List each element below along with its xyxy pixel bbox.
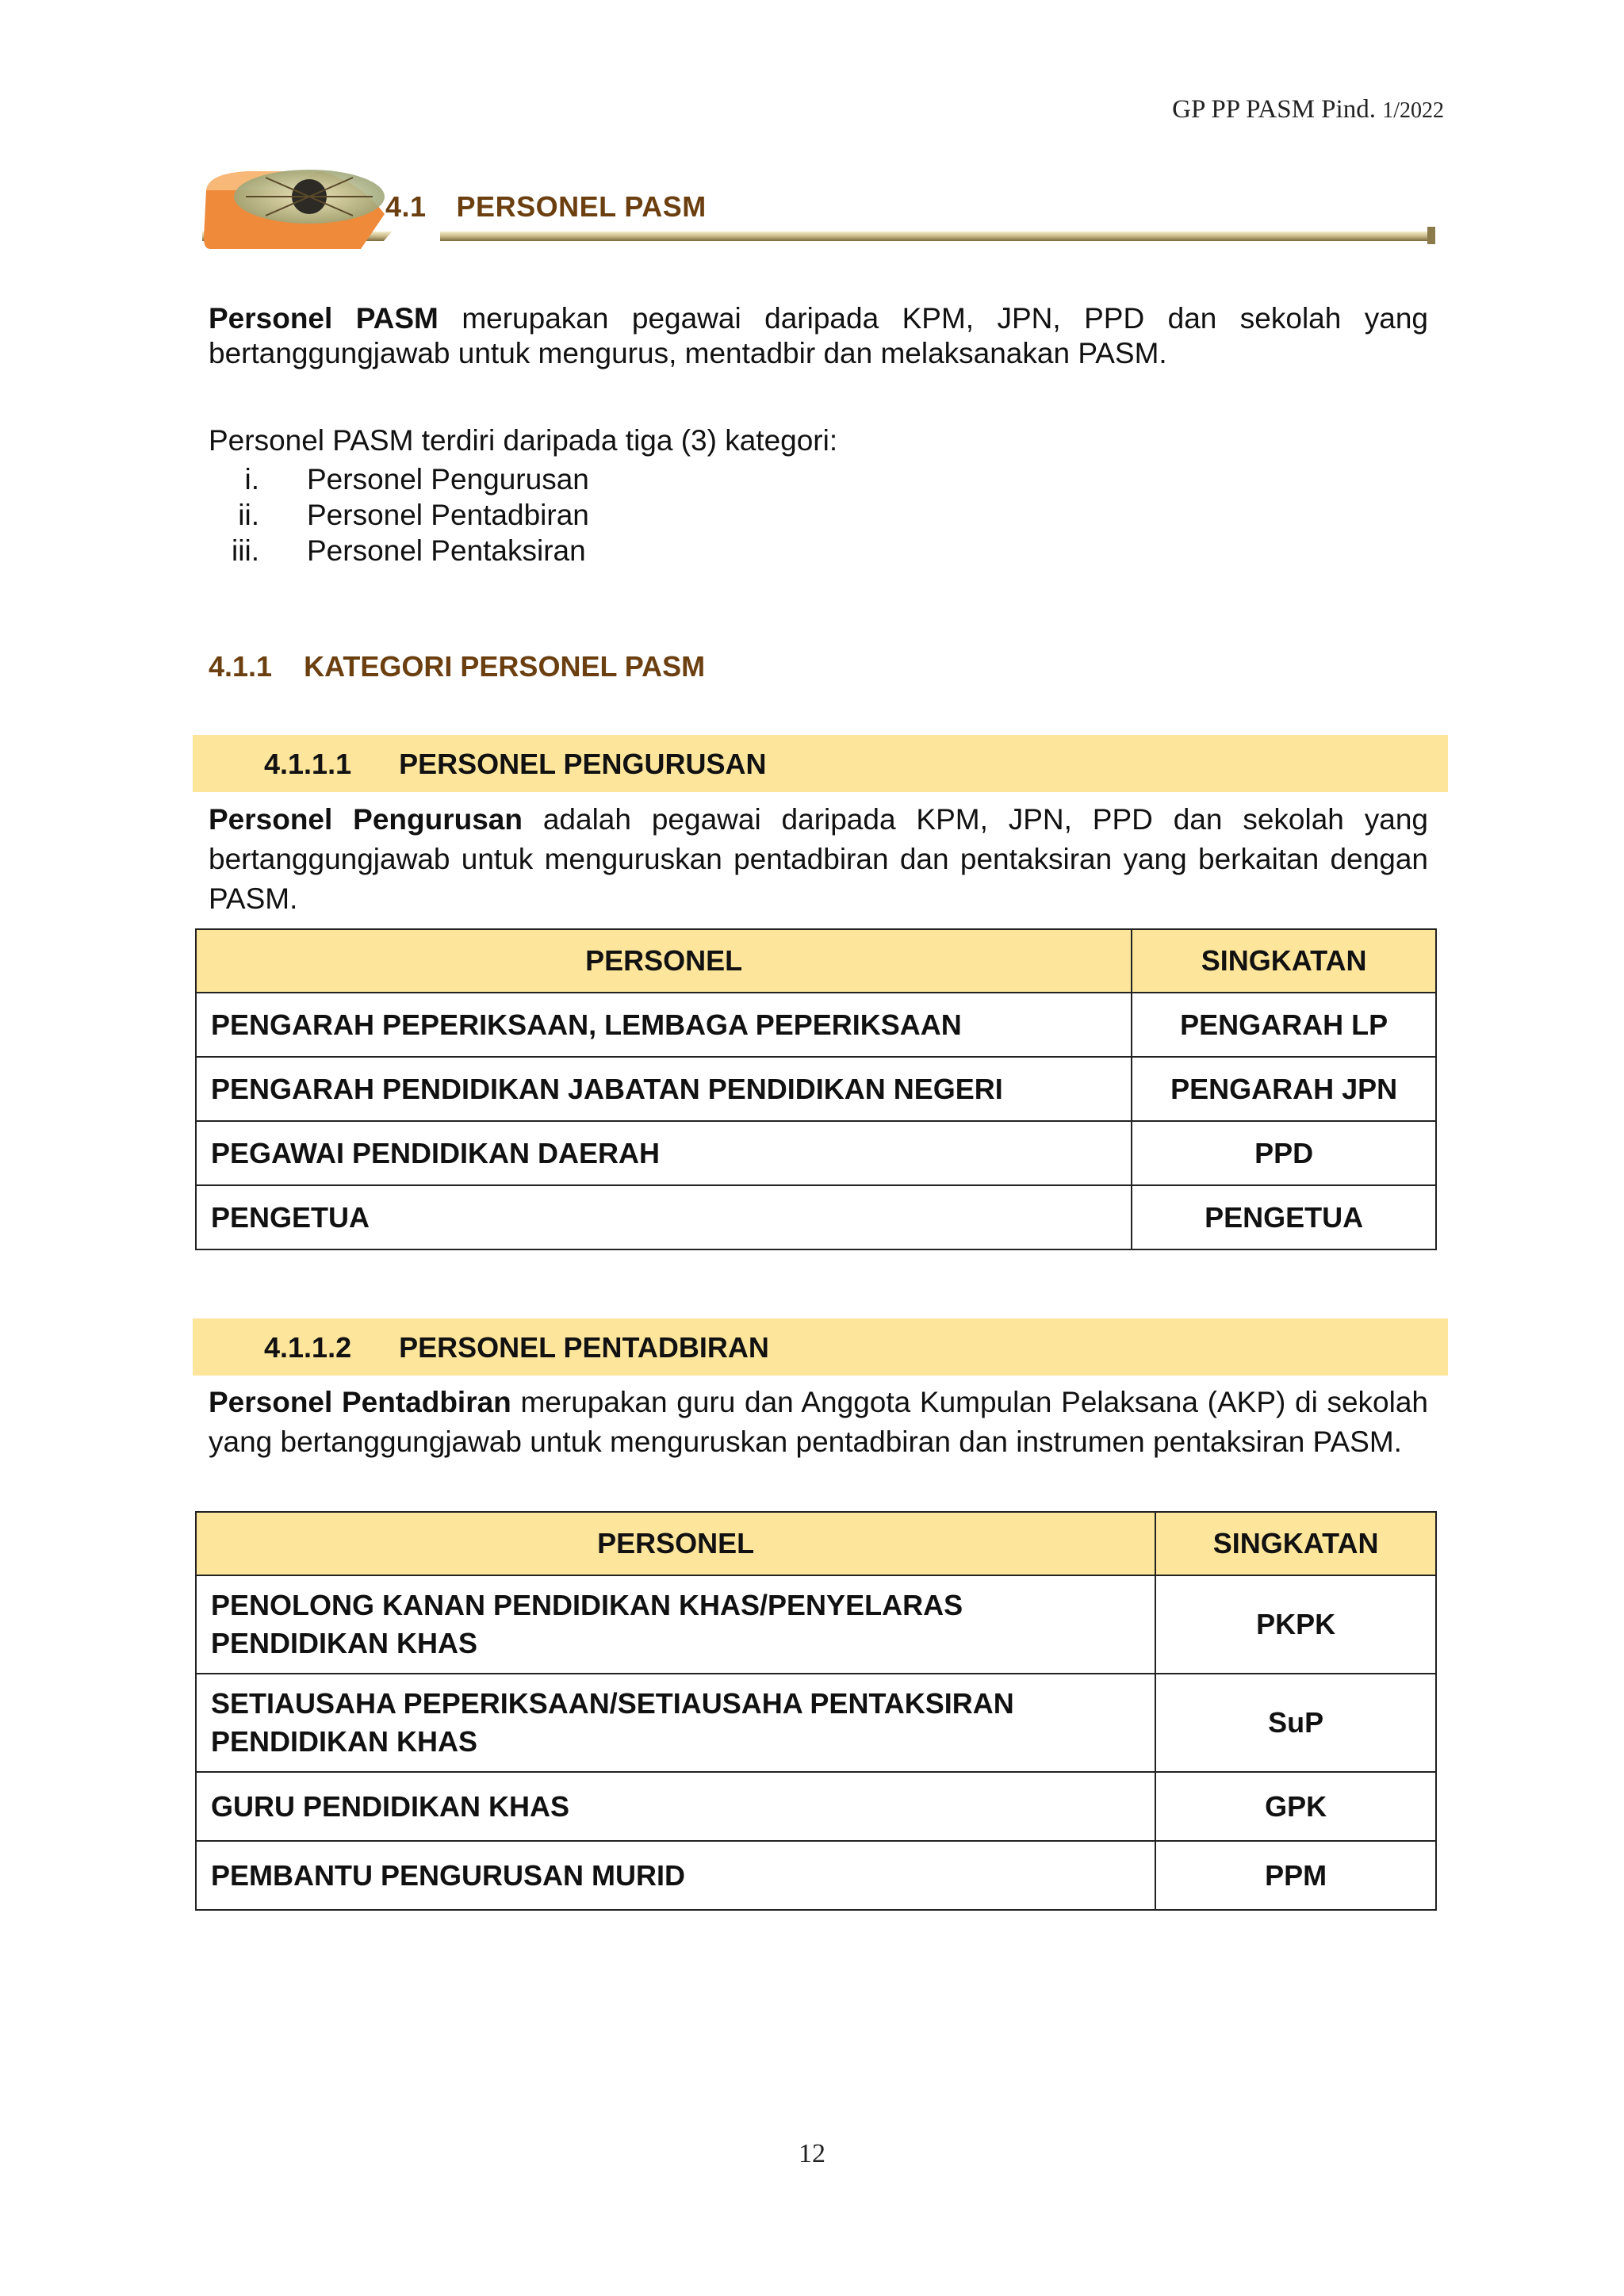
table-row	[196, 1121, 1436, 1185]
list-item	[208, 497, 763, 533]
document-year: 1/2022	[1382, 98, 1444, 123]
pengurusan-paragraph	[209, 800, 1428, 919]
intro-term: Personel PASM	[209, 302, 439, 335]
pentadbiran-table	[195, 1511, 1437, 1911]
list-item	[208, 533, 763, 568]
table-header-row	[196, 1512, 1436, 1575]
table-cell-personel: PENGARAH PENDIDIKAN JABATAN PENDIDIKAN NEGERI	[196, 1057, 1132, 1121]
table-cell-singkatan: PENGARAH JPN	[1132, 1057, 1436, 1121]
list-item-text: Personel Pentaksiran	[307, 534, 586, 567]
table-cell-personel: SETIAUSAHA PEPERIKSAAN/SETIAUSAHA PENTAKSIRAN PENDIDIKAN KHAS	[196, 1674, 1155, 1772]
intro-text: merupakan pegawai daripada KPM, JPN, PPD dan sekolah yang bertanggungjawab untuk mengurus, mentadbir dan melaksanakan PASM.	[209, 302, 1428, 369]
pengurusan-table	[195, 928, 1437, 1250]
list-item	[208, 461, 763, 497]
table-header-row	[196, 929, 1436, 993]
pengurusan-text: adalah pegawai daripada KPM, JPN, PPD dan sekolah yang bertanggungjawab untuk menguruskan pentadbiran dan pentaksiran yang berkaitan dengan PASM.	[209, 803, 1428, 915]
categories-intro: Personel PASM terdiri daripada tiga (3) kategori:	[209, 424, 838, 457]
pentadbiran-heading	[264, 1331, 769, 1364]
table-row	[196, 1057, 1436, 1121]
table-cell-singkatan: PENGARAH LP	[1132, 993, 1436, 1057]
pentadbiran-paragraph	[209, 1383, 1428, 1462]
table-header-singkatan: SINGKATAN	[1155, 1512, 1436, 1575]
list-item-number: iii.	[232, 534, 259, 567]
table-row	[196, 1185, 1436, 1249]
list-item-number: ii.	[238, 499, 259, 531]
section-number: 4.1	[385, 190, 427, 223]
table-cell-singkatan: PENGETUA	[1132, 1185, 1436, 1249]
table-row	[196, 1674, 1436, 1772]
table-cell-singkatan: PPD	[1132, 1121, 1436, 1185]
table-cell-personel: GURU PENDIDIKAN KHAS	[196, 1772, 1155, 1841]
table-cell-personel: PENOLONG KANAN PENDIDIKAN KHAS/PENYELARAS PENDIDIKAN KHAS	[196, 1575, 1155, 1674]
table-header-personel: PERSONEL	[196, 929, 1132, 993]
categories-list	[208, 461, 763, 568]
table-cell-singkatan: SuP	[1155, 1674, 1436, 1772]
pentadbiran-text: merupakan guru dan Anggota Kumpulan Pelaksana (AKP) di sekolah yang bertanggungjawab untuk menguruskan pentadbiran dan instrumen pentaksiran PASM.	[209, 1386, 1429, 1458]
table-cell-personel: PENGETUA	[196, 1185, 1132, 1249]
pentadbiran-term: Personel Pentadbiran	[209, 1386, 511, 1418]
pengurusan-number: 4.1.1.1	[264, 748, 352, 780]
section-title	[385, 190, 707, 224]
document-code	[1172, 95, 1444, 124]
list-item-text: Personel Pentadbiran	[307, 499, 589, 531]
table-cell-singkatan: PPM	[1155, 1841, 1436, 1910]
table-row	[196, 993, 1436, 1057]
table-cell-singkatan: PKPK	[1155, 1575, 1436, 1674]
list-item-text: Personel Pengurusan	[307, 463, 589, 496]
subsection-title: KATEGORI PERSONEL PASM	[304, 650, 706, 683]
table-cell-personel: PEGAWAI PENDIDIKAN DAERAH	[196, 1121, 1132, 1185]
page-number: 12	[799, 2139, 825, 2168]
pentadbiran-number: 4.1.1.2	[264, 1331, 352, 1364]
table-row	[196, 1772, 1436, 1841]
subsection-heading	[209, 650, 705, 683]
table-cell-personel: PEMBANTU PENGURUSAN MURID	[196, 1841, 1155, 1910]
pengurusan-term: Personel Pengurusan	[209, 803, 523, 836]
pengurusan-title: PERSONEL PENGURUSAN	[399, 748, 767, 780]
table-row	[196, 1841, 1436, 1910]
pengurusan-heading	[264, 748, 767, 781]
table-header-singkatan: SINGKATAN	[1132, 929, 1436, 993]
table-cell-personel: PENGARAH PEPERIKSAAN, LEMBAGA PEPERIKSAAN	[196, 993, 1132, 1057]
section-title-text: PERSONEL PASM	[456, 190, 707, 223]
subsection-number: 4.1.1	[209, 650, 273, 683]
pentadbiran-title: PERSONEL PENTADBIRAN	[399, 1331, 769, 1364]
table-row	[196, 1575, 1436, 1674]
intro-paragraph	[209, 301, 1428, 371]
table-header-personel: PERSONEL	[196, 1512, 1155, 1575]
document-code-text: GP PP PASM Pind.	[1172, 95, 1376, 124]
table-cell-singkatan: GPK	[1155, 1772, 1436, 1841]
list-item-number: i.	[244, 463, 259, 496]
